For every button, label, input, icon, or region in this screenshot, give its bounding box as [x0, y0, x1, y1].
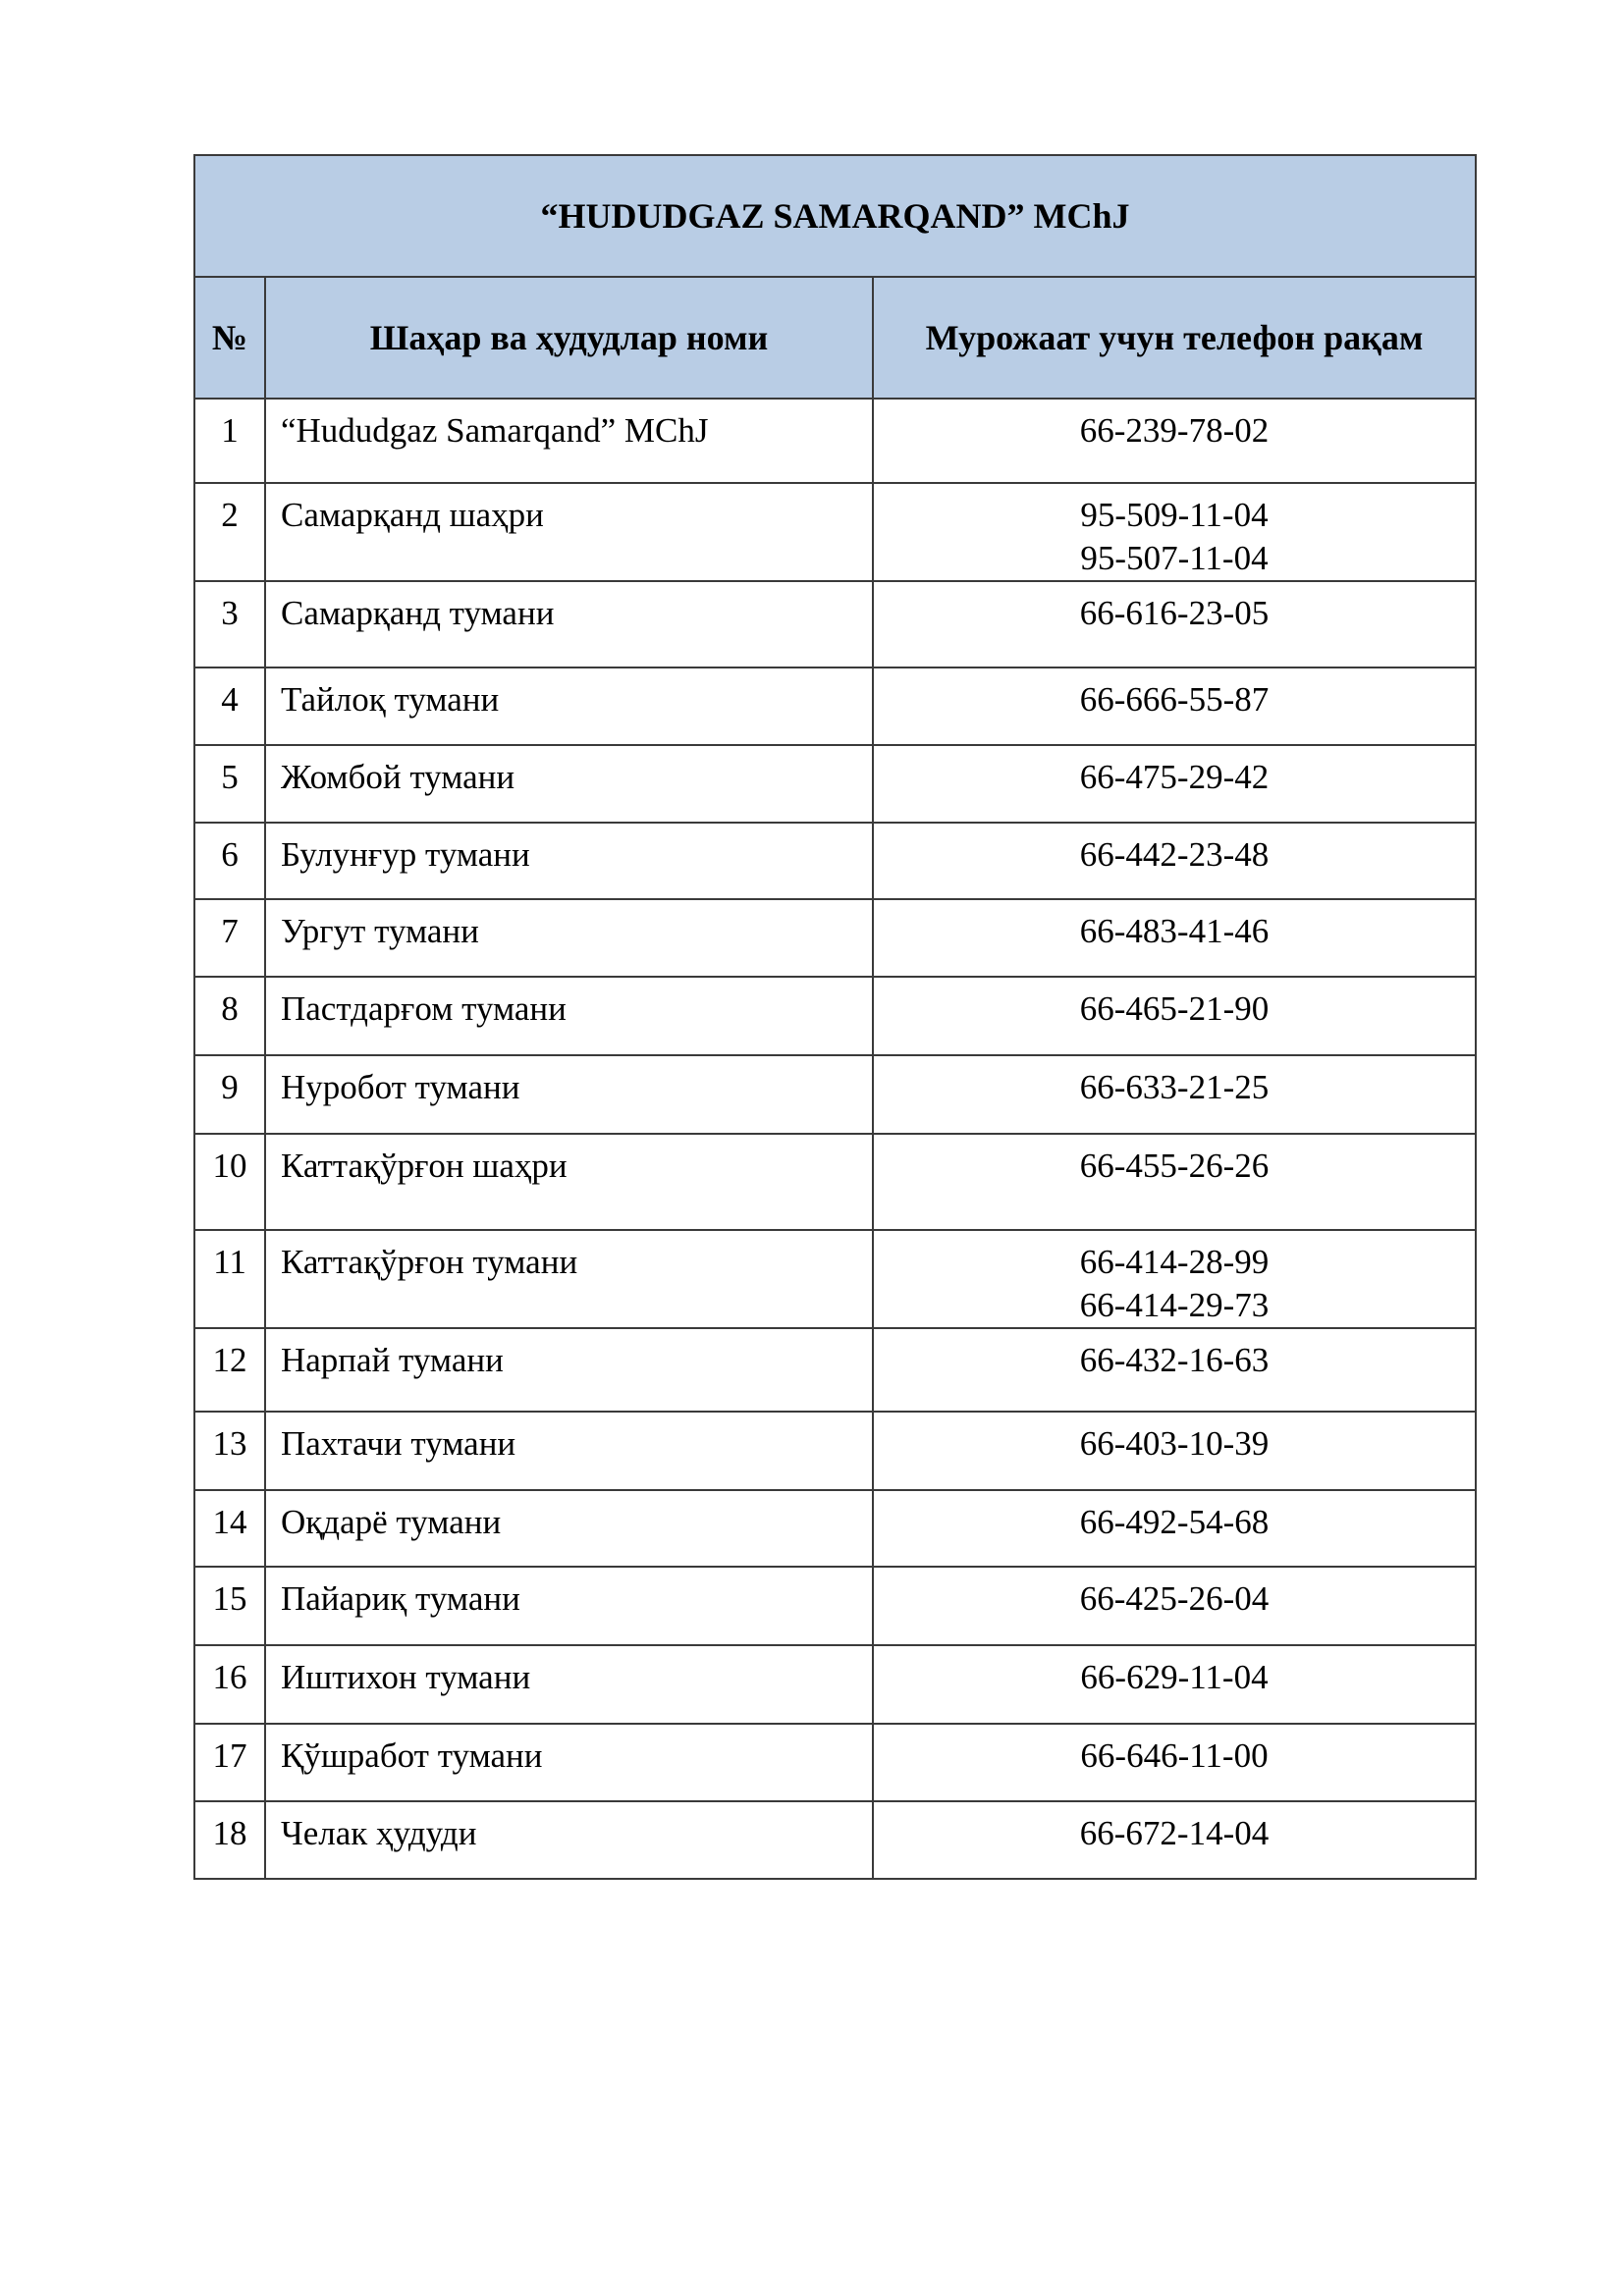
row-number: 11 [194, 1230, 265, 1328]
title-row [194, 155, 1476, 277]
phone-cell [873, 1328, 1476, 1412]
column-header-name: Шаҳар ва ҳудудлар номи [265, 277, 873, 399]
phone-number: 66-442-23-48 [1079, 835, 1270, 874]
phone-cell [873, 1801, 1476, 1879]
phone-cell [873, 483, 1476, 581]
phone-cell [873, 745, 1476, 823]
column-header-phone: Мурожаат учун телефон рақам [873, 277, 1476, 399]
table-head [194, 155, 1476, 399]
phone-cell [873, 1490, 1476, 1567]
table-row [194, 667, 1476, 745]
table-row [194, 399, 1476, 483]
table-row [194, 1055, 1476, 1134]
row-number: 10 [194, 1134, 265, 1230]
row-number: 5 [194, 745, 265, 823]
contact-table [193, 154, 1477, 1880]
phone-number: 66-616-23-05 [1079, 594, 1270, 632]
row-number: 15 [194, 1567, 265, 1645]
phone-cell [873, 1645, 1476, 1724]
table-row [194, 1724, 1476, 1801]
phone-number: 66-455-26-26 [1079, 1147, 1270, 1185]
row-number: 6 [194, 823, 265, 899]
phone-number: 66-465-21-90 [1079, 989, 1270, 1028]
table-row [194, 1230, 1476, 1328]
table-row [194, 1328, 1476, 1412]
table-row [194, 1134, 1476, 1230]
row-number: 4 [194, 667, 265, 745]
district-name: Челак ҳудуди [265, 1801, 873, 1879]
row-number: 12 [194, 1328, 265, 1412]
phone-cell [873, 1724, 1476, 1801]
phone-number: 66-432-16-63 [1079, 1341, 1270, 1379]
table-body [194, 399, 1476, 1879]
row-number: 17 [194, 1724, 265, 1801]
row-number: 2 [194, 483, 265, 581]
district-name: Нарпай тумани [265, 1328, 873, 1412]
phone-number: 66-425-26-04 [1079, 1579, 1270, 1618]
district-name: Иштихон тумани [265, 1645, 873, 1724]
district-name: Ургут тумани [265, 899, 873, 977]
table-title: “HUDUDGAZ SAMARQAND” MChJ [194, 155, 1476, 277]
phone-cell [873, 899, 1476, 977]
phone-cell [873, 823, 1476, 899]
phone-number: 66-483-41-46 [1079, 912, 1270, 950]
district-name: Жомбой тумани [265, 745, 873, 823]
phone-cell [873, 1412, 1476, 1490]
table-row [194, 1645, 1476, 1724]
row-number: 14 [194, 1490, 265, 1567]
phone-number: 95-509-11-04 [1080, 496, 1269, 534]
table-row [194, 581, 1476, 667]
district-name: “Hududgaz Samarqand” MChJ [265, 399, 873, 483]
phone-cell [873, 667, 1476, 745]
table-row [194, 899, 1476, 977]
district-name: Пахтачи тумани [265, 1412, 873, 1490]
phone-number: 66-475-29-42 [1079, 758, 1270, 796]
district-name: Пастдарғом тумани [265, 977, 873, 1055]
phone-number: 66-633-21-25 [1079, 1068, 1270, 1106]
district-name: Самарқанд тумани [265, 581, 873, 667]
row-number: 1 [194, 399, 265, 483]
phone-number: 66-492-54-68 [1079, 1503, 1270, 1541]
row-number: 3 [194, 581, 265, 667]
district-name: Қўшработ тумани [265, 1724, 873, 1801]
row-number: 13 [194, 1412, 265, 1490]
table-row [194, 745, 1476, 823]
phone-number: 66-403-10-39 [1079, 1424, 1270, 1463]
phone-cell [873, 1055, 1476, 1134]
row-number: 16 [194, 1645, 265, 1724]
district-name: Тайлоқ тумани [265, 667, 873, 745]
district-name: Оқдарё тумани [265, 1490, 873, 1567]
phone-number: 66-629-11-04 [1080, 1658, 1269, 1696]
table-row [194, 1490, 1476, 1567]
row-number: 18 [194, 1801, 265, 1879]
phone-cell [873, 1134, 1476, 1230]
table-row [194, 1801, 1476, 1879]
row-number: 8 [194, 977, 265, 1055]
phone-cell [873, 581, 1476, 667]
phone-cell [873, 399, 1476, 483]
phone-cell [873, 977, 1476, 1055]
header-row [194, 277, 1476, 399]
phone-cell [873, 1567, 1476, 1645]
phone-number: 95-507-11-04 [1080, 539, 1269, 577]
phone-number: 66-672-14-04 [1079, 1814, 1270, 1852]
phone-number: 66-646-11-00 [1080, 1736, 1269, 1775]
row-number: 7 [194, 899, 265, 977]
district-name: Пайариқ тумани [265, 1567, 873, 1645]
district-name: Булунғур тумани [265, 823, 873, 899]
district-name: Нуробот тумани [265, 1055, 873, 1134]
phone-number: 66-666-55-87 [1079, 680, 1270, 719]
table-row [194, 1567, 1476, 1645]
table-row [194, 483, 1476, 581]
phone-number: 66-414-28-99 [1079, 1243, 1270, 1281]
district-name: Самарқанд шаҳри [265, 483, 873, 581]
phone-cell [873, 1230, 1476, 1328]
table-row [194, 1412, 1476, 1490]
phone-number: 66-414-29-73 [1079, 1286, 1270, 1324]
district-name: Каттақўрғон тумани [265, 1230, 873, 1328]
column-header-number: № [194, 277, 265, 399]
district-name: Каттақўрғон шаҳри [265, 1134, 873, 1230]
row-number: 9 [194, 1055, 265, 1134]
phone-number: 66-239-78-02 [1079, 411, 1270, 450]
table-row [194, 823, 1476, 899]
table-row [194, 977, 1476, 1055]
